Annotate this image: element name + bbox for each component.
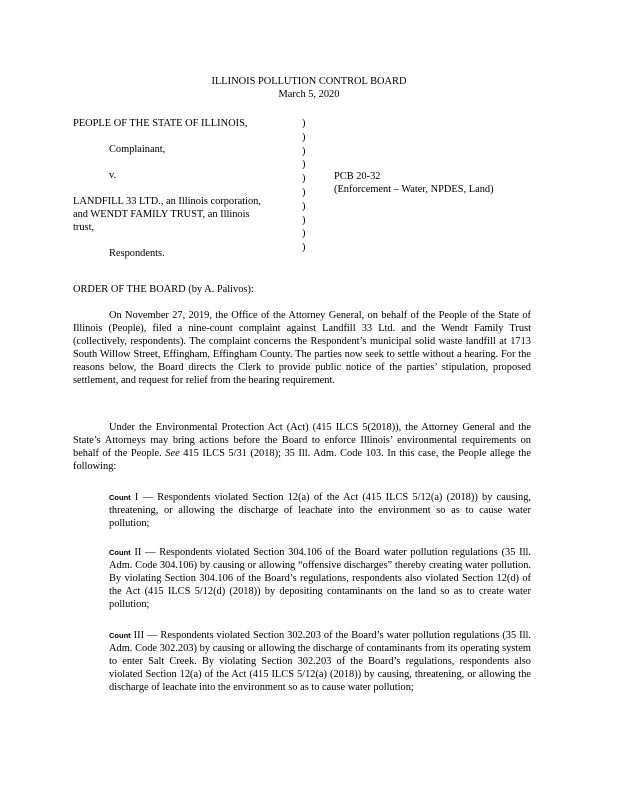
count-3 — [109, 629, 531, 694]
document-header — [0, 75, 618, 101]
paragraph-2: Under the Environmental Protection Act (Act) (415 ILCS 5(2018)), the Attorney General and the State’s Attorneys may bring actions before the Board to enforce Illinois’ environmental requirements on behalf of the People. See 415 ILCS 5/31 (2018); 35 Ill. Adm. Code 103. In this case, the People allege the following: — [73, 422, 531, 472]
respondent-line-2: and WENDT FAMILY TRUST, an Illinois — [73, 209, 250, 220]
respondent-line-1: LANDFILL 33 LTD., an Illinois corporation, — [73, 196, 261, 207]
see-signal: See — [165, 448, 180, 459]
caption-parentheses: ) ) ) ) ) ) ) ) ) ) — [302, 118, 306, 254]
count-text: I — Respondents violated Section 12(a) of the Act (415 ILCS 5/12(a) (2018)) by causing, threatening, or allowing the discharge of leachate into the environment so as to cause water pollution; — [109, 492, 531, 529]
respondent-line-3: trust, — [73, 222, 95, 233]
caption-parties — [73, 117, 298, 260]
versus-label: v. — [109, 170, 117, 181]
count-text: II — Respondents violated Section 304.106 of the Board water pollution regulations (35 Ill. Adm. Code 304.106) by causing or allowing “offensive discharges” thereby creating water pollution. By violating Section 304.106 of the Board’s regulations, respondents also violated Section 12(d) of the Act (415 ILCS 5/12(d) (2018)) by depositing contaminants on the land so as to create water pollution; — [109, 547, 531, 610]
order-date: March 5, 2020 — [278, 89, 340, 100]
case-identifier — [334, 170, 494, 196]
case-type: (Enforcement – Water, NPDES, Land) — [334, 184, 494, 195]
count-label: Count — [109, 548, 131, 557]
count-text: III — Respondents violated Section 302.203 of the Board’s water pollution regulations (35 Ill. Adm. Code 302.203) by causing or allowing the discharge of contaminants from its operating system to enter Salt Creek. By violating Section 302.203 of the Board’s regulations, respondents also violated Section 12(a) of the Act (415 ILCS 5/12(a) (2018)) by causing, threatening, or allowing the discharge of leachate into the environment so as to cause water pollution; — [109, 630, 531, 693]
count-1 — [109, 491, 531, 530]
case-number: PCB 20-32 — [334, 171, 381, 182]
complainant-label: Complainant, — [109, 144, 166, 155]
count-label: Count — [109, 631, 131, 640]
count-label: Count — [109, 493, 131, 502]
complainant-name: PEOPLE OF THE STATE OF ILLINOIS, — [73, 118, 248, 129]
order-heading: ORDER OF THE BOARD (by A. Palivos): — [73, 284, 254, 295]
paragraph-1: On November 27, 2019, the Office of the Attorney General, on behalf of the People of the State of Illinois (People), filed a nine-count complaint against Landfill 33 Ltd. and the Wendt Family Trust (collectively, respondents). The complaint concerns the Respondent’s municipal solid waste landfill at 1713 South Willow Street, Effingham, Effingham County. The parties now seek to settle without a hearing. For the reasons below, the Board directs the Clerk to provide public notice of the parties’ stipulation, proposed settlement, and request for relief from the hearing requirement. — [73, 310, 531, 386]
count-2 — [109, 546, 531, 611]
respondents-label: Respondents. — [109, 248, 165, 259]
board-name: ILLINOIS POLLUTION CONTROL BOARD — [211, 76, 407, 87]
